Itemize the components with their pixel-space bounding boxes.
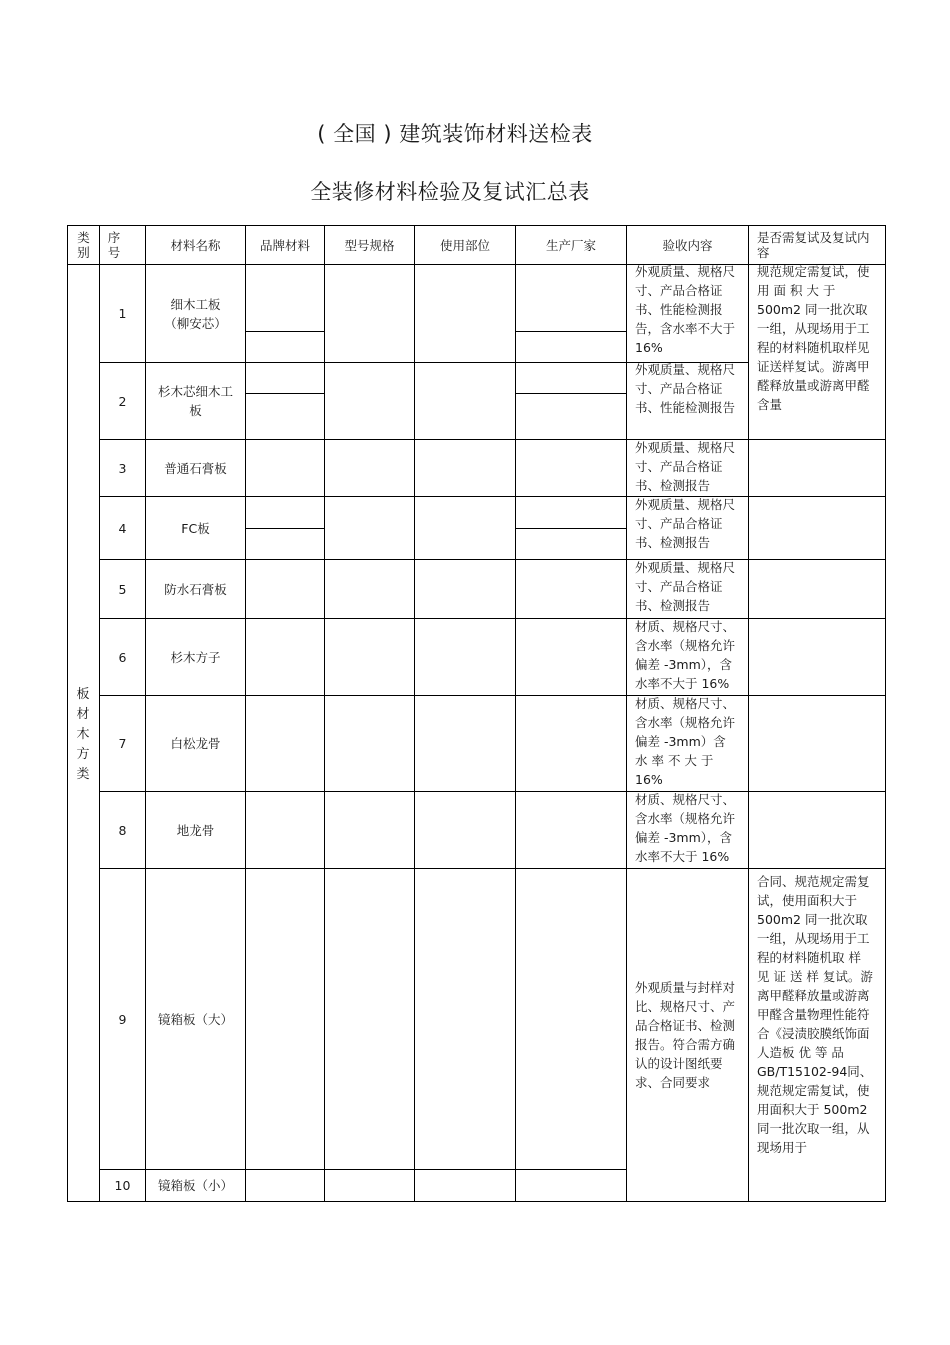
retest-content-rows-9-10: 合同、规范规定需复试，使用面积大于 500m2 同一批次取一组，从现场用于工程的材料随机取 样 见 证 送 样 复试。游离甲醛释放量或游离甲醛含量物理性能符合《浸渍胶膜纸饰面人造板 优 等 品 GB/T15102-94同、规范规定需复试，使用面积大于 500m2 同一批次取一组，从现场用于 (757, 874, 873, 1155)
row-inspection: 外观质量、规格尺寸、产品合格证书、检测报告 (635, 497, 736, 550)
row-seq: 6 (118, 649, 127, 665)
row-seq: 8 (118, 822, 127, 838)
row-material-name: 镜箱板（小） (157, 1178, 233, 1193)
row-material-name: 细木工板（柳安芯） (164, 296, 227, 331)
row-seq: 2 (118, 393, 127, 409)
row-inspection: 材质、规格尺寸、含水率（规格允许偏差 -3mm）含 水 率 不 大 于 16% (635, 696, 736, 787)
row-material-name: FC板 (181, 520, 210, 536)
row-seq: 9 (118, 1011, 127, 1027)
row-material-name: 普通石膏板 (164, 460, 227, 476)
table-title: 全装修材料检验及复试汇总表 (310, 180, 590, 204)
row-seq: 4 (118, 520, 127, 536)
row-material-name: 地龙骨 (176, 822, 215, 838)
header-seq: 序号 (107, 230, 121, 260)
row-inspection: 外观质量与封样对比、规格尺寸、产品合格证书、检测报告。符合需方确认的设计图纸要求、合同要求 (635, 980, 736, 1090)
row-seq: 10 (114, 1178, 131, 1193)
header-retest: 是否需复试及复试内容 (757, 230, 870, 260)
row-seq: 3 (118, 460, 127, 476)
row-material-name: 防水石膏板 (164, 581, 227, 597)
row-material-name: 白松龙骨 (170, 736, 221, 751)
document-title: ( 全国 ) 建筑装饰材料送检表 (317, 122, 593, 146)
retest-content-rows-1-2: 规范规定需复试，使 用 面 积 大 于 500m2 同一批次取一组，从现场用于工程的材料随机取样见证送样复试。游离甲醛释放量或游离甲醛含量 (757, 264, 870, 412)
row-inspection: 外观质量、规格尺寸、产品合格证书、检测报告 (635, 440, 736, 493)
row-inspection: 材质、规格尺寸、含水率（规格允许偏差 -3mm），含水率不大于 16% (635, 792, 736, 864)
row-inspection: 外观质量、规格尺寸、产品合格证书、性能检测报告，含水率不大于 16% (635, 264, 736, 355)
header-inspection: 验收内容 (662, 237, 713, 253)
row-inspection: 外观质量、规格尺寸、产品合格证书、性能检测报告 (635, 362, 736, 415)
header-location: 使用部位 (439, 237, 490, 253)
row-seq: 5 (118, 581, 127, 597)
row-inspection: 外观质量、规格尺寸、产品合格证书、检测报告 (635, 560, 736, 613)
row-material-name: 镜箱板（大） (157, 1011, 233, 1027)
row-seq: 7 (118, 736, 127, 751)
header-material-name: 材料名称 (170, 237, 221, 253)
header-category: 类别 (77, 230, 90, 260)
header-maker: 生产厂家 (545, 237, 596, 253)
row-inspection: 材质、规格尺寸、含水率（规格允许偏差 -3mm），含水率不大于 16% (635, 619, 736, 691)
row-material-name: 杉木芯细木工板 (157, 384, 233, 418)
header-model: 型号规格 (344, 237, 395, 253)
row-seq: 1 (118, 306, 127, 321)
row-material-name: 杉木方子 (170, 649, 221, 665)
header-brand: 品牌材料 (259, 237, 310, 253)
category-label: 板材木方类 (76, 687, 90, 782)
